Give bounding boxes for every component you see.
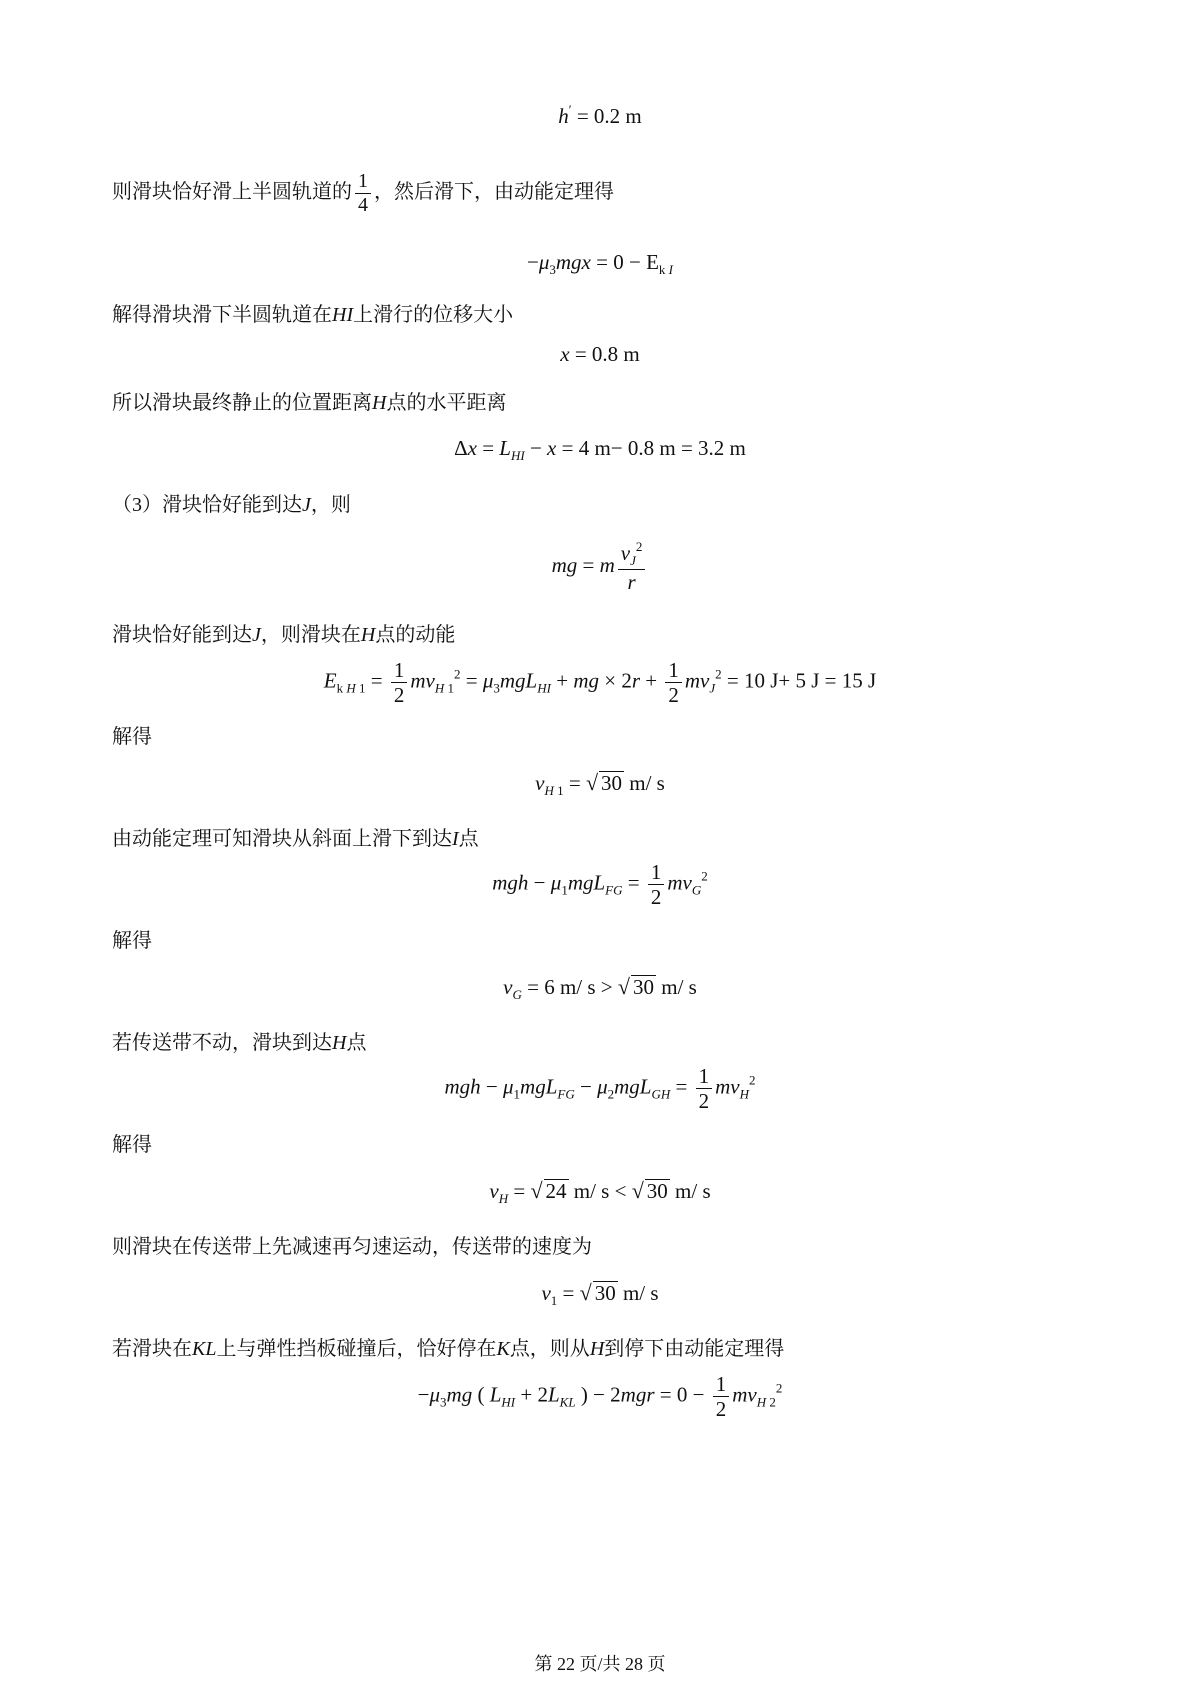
fraction-vj-over-r: $\frac{v_J^2}{r}$ [618, 540, 646, 594]
text-line-belt-speed: 则滑块在传送带上先减速再匀速运动，传送带的速度为 [112, 1236, 592, 1258]
fraction-one-quarter: $\frac{1}{4}$ [355, 170, 371, 217]
fraction-half-c: $\frac{1}{2}$ [648, 860, 665, 909]
text-line-solve-3: 解得 [112, 1134, 152, 1156]
text-line-collision: 若滑块在KL上与弹性挡板碰撞后，恰好停在K点，则从H到停下由动能定理得 [112, 1338, 785, 1360]
text-line-slide-displacement: 解得滑块滑下半圆轨道在HI上滑行的位移大小 [112, 304, 514, 326]
equation-delta-x: $\Delta x = L_{HI} - x = 4$ m− 0.8 m = 3.2 m [454, 436, 746, 463]
fraction-half-b: $\frac{1}{2}$ [665, 658, 682, 707]
fraction-half-d: $\frac{1}{2}$ [696, 1064, 713, 1113]
equation-vh: $v_H$ = √ 24 m/ s < √ 30 m/ s [489, 1178, 711, 1206]
text-line-solve-2: 解得 [112, 930, 152, 952]
equation-belt-energy: mgh − $\mu_1mgL_{FG} - \mu_2mgL_{GH}$ = $\frac{1}{2}$ $mv_H^2$ [444, 1064, 756, 1114]
text-line-distance-h: 所以滑块最终静止的位置距离H点的水平距离 [112, 392, 507, 414]
fraction-half-a: $\frac{1}{2}$ [391, 658, 408, 707]
text-line-quarter: 则滑块恰好滑上半圆轨道的 $\frac{1}{4}$ ，然后滑下，由动能定理得 [112, 170, 614, 216]
equation-ek-h1: $E_{k H 1}$ = $\frac{1}{2}$ $mv_{H 1}^2 = \mu_3mgL_{HI}$ + mg × 2r + $\frac{1}{2}$ $mv_J^2 = 10$ J+ 5 J = 15 J [323, 658, 877, 708]
equation-vh1: $v_{H 1}$ = √ 30 m/ s [535, 770, 665, 798]
text-line-kinetic-h: 滑块恰好能到达J，则滑块在H点的动能 [112, 624, 456, 646]
equation-vg: $v_G = 6$ m/ s > √ 30 m/ s [503, 974, 697, 1002]
equation-centripetal: mg = m $\frac{v_J^2}{r}$ [0, 540, 1200, 594]
text-line-solve-1: 解得 [112, 726, 152, 748]
text-line-slope: 由动能定理可知滑块从斜面上滑下到达I点 [112, 828, 479, 850]
text-line-part3: （3）滑块恰好能到达J，则 [112, 494, 351, 516]
fraction-half-e: $\frac{1}{2}$ [713, 1372, 730, 1421]
equation-slope-energy: mgh − $\mu_1mgL_{FG}$ = $\frac{1}{2}$ $mv_G^2$ [492, 860, 708, 910]
equation-h-prime: h′ = 0.2 m [558, 102, 642, 128]
equation-v1: $v_1$ = √ 30 m/ s [541, 1280, 659, 1308]
equation-x: x = 0.8 m [560, 342, 640, 366]
page-footer: 第 22 页/共 28 页 [534, 1654, 666, 1674]
text-line-belt-static: 若传送带不动，滑块到达H点 [112, 1032, 367, 1054]
equation-friction-energy: $-\mu_3mgx = 0 - E_{k I}$ [527, 250, 673, 277]
equation-collision-energy: $-\mu_3mg$ ( $L_{HI} + 2L_{KL}$ ) − 2mgr = 0 − $\frac{1}{2}$ $mv_{H 2}^2$ [417, 1372, 783, 1422]
